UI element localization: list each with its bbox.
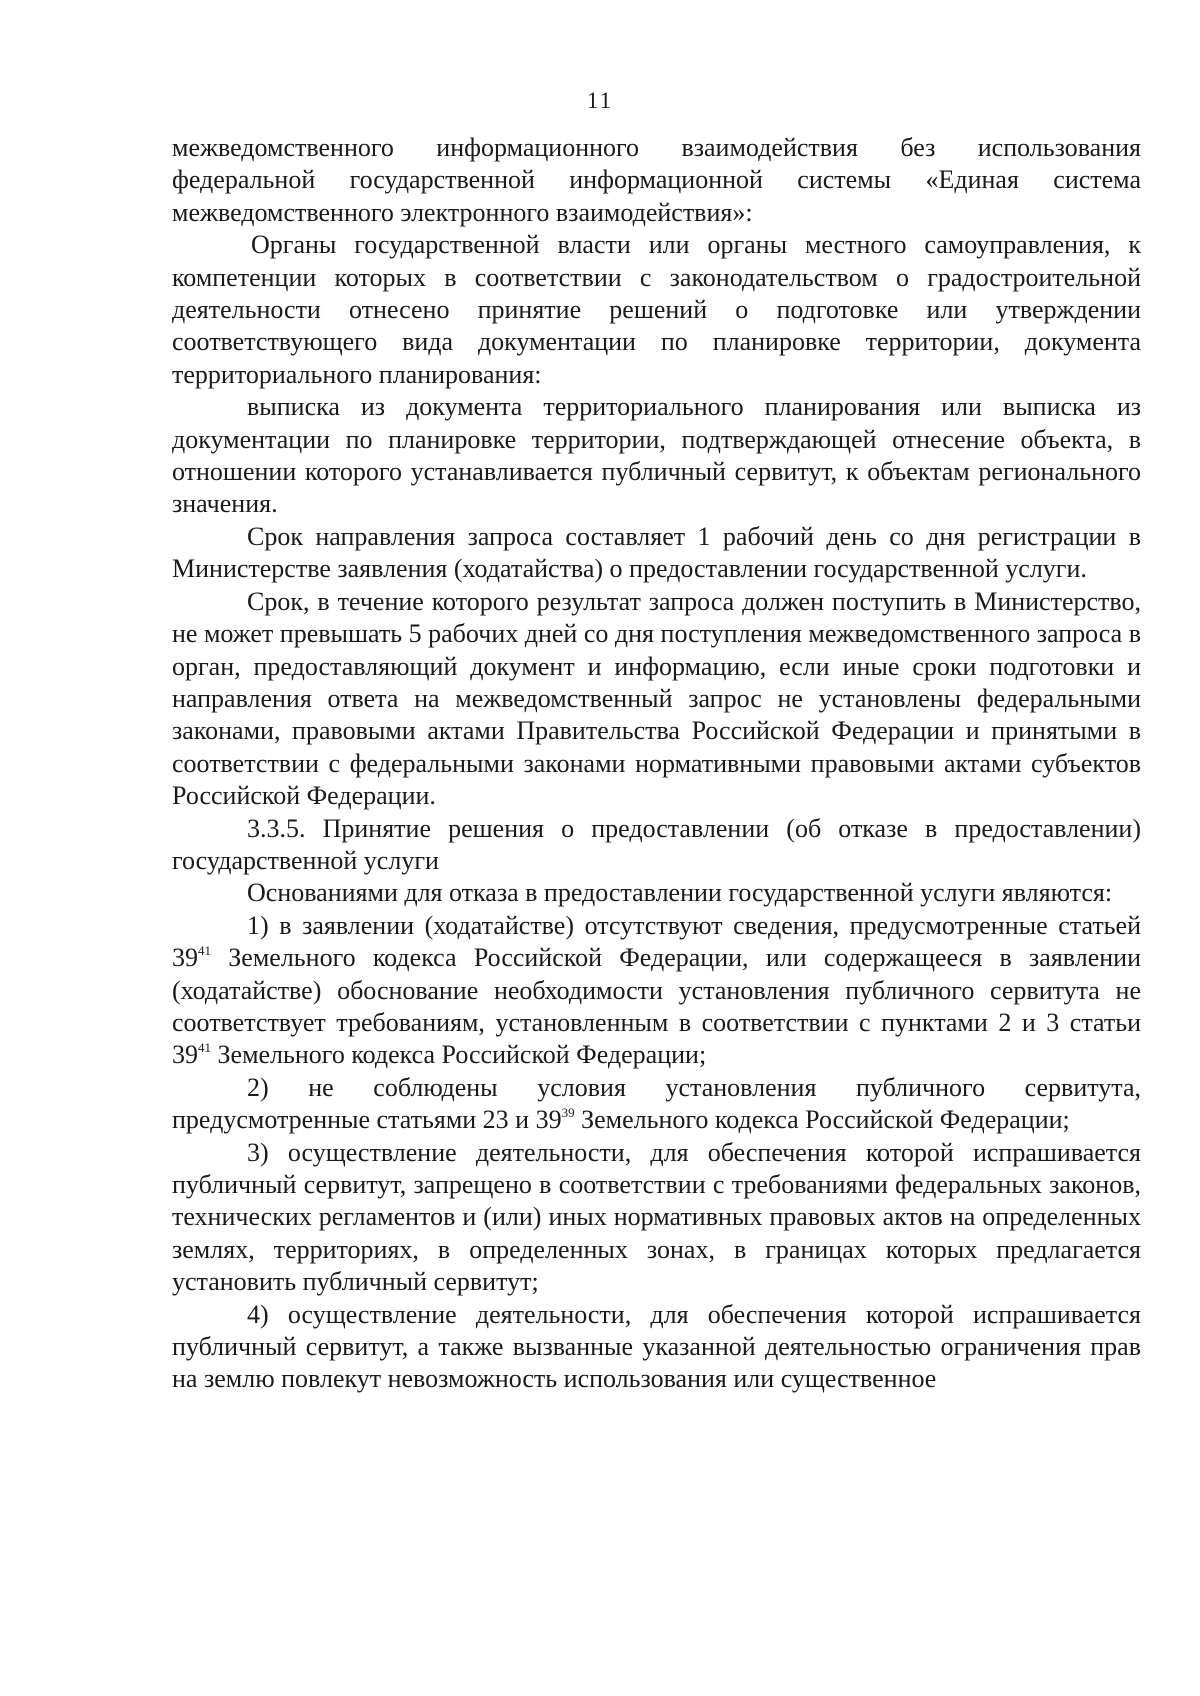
paragraph-response-deadline: Срок, в течение которого результат запроса должен поступить в Министерство, не может превышать 5 рабочих дней со дня поступления межведомственного запроса в орган, предоставляющий документ и информацию, если иные сроки подготовки и направления ответа на межведомственный запрос не установлены федеральными законами, правовыми актами Правительства Российской Федерации и принятыми в соответствии с федеральными законами нормативными правовыми актами субъектов Российской Федерации.	[172, 586, 1141, 811]
list-item-ground-3: 3) осуществление деятельности, для обеспечения которой испрашивается публичный сервитут, запрещено в соответствии с требованиями федеральных законов, технических регламентов и (или) иных нормативных правовых актов на определенных землях, территориях, в определенных зонах, в границах которых предлагается установить публичный сервитут;	[172, 1137, 1141, 1297]
paragraph-interagency-continuation: межведомственного информационного взаимодействия без использования федеральной государственной информационной системы «Единая система межведомственного электронного взаимодействия»:	[172, 133, 1141, 227]
ground-2-text-a: 2) не соблюдены условия установления публичного сервитута, предусмотренные статьями 23 и 39	[172, 1072, 1141, 1135]
document-body	[172, 132, 1141, 1396]
ground-1-superscript-b: 41	[198, 1039, 211, 1055]
list-item-ground-2	[172, 1072, 1141, 1137]
ground-1-text-c: Земельного кодекса Российской Федерации;	[211, 1040, 707, 1070]
paragraph-territorial-extract: выписка из документа территориального планирования или выписка из документации по планировке территории, подтверждающей отнесение объекта, в отношении которого устанавливается публичный сервитут, к объектам регионального значения.	[172, 392, 1141, 519]
page-number: 11	[586, 88, 614, 113]
list-item-ground-4: 4) осуществление деятельности, для обеспечения которой испрашивается публичный сервитут, а также вызванные указанной деятельностью ограничения прав на землю повлекут невозможность использования или существенное	[172, 1299, 1141, 1394]
ground-1-text-b: Земельного кодекса Российской Федерации, или содержащееся в заявлении (ходатайстве) обоснование необходимости установления публичного сервитута не соответствует требованиям, установленным в соответствии с пунктами 2 и 3 статьи 39	[172, 943, 1141, 1070]
list-item-ground-1	[172, 910, 1141, 1072]
paragraph-authorities: Органы государственной власти или органы местного самоуправления, к компетенции которых в соответствии с законодательством о градостроительной деятельности отнесено принятие решений о подготовке или утверждении соответствующего вида документации по планировке территории, документа территориального планирования:	[172, 230, 1141, 389]
ground-2-superscript: 39	[561, 1104, 575, 1120]
section-heading-3-3-5: 3.3.5. Принятие решения о предоставлении (об отказе в предоставлении) государственной услуги	[172, 813, 1141, 875]
paragraph-refusal-grounds: Основаниями для отказа в предоставлении государственной услуги являются:	[247, 878, 1113, 908]
ground-1-text-a: 1) в заявлении (ходатайстве) отсутствуют сведения, предусмотренные статьей 39	[172, 910, 1141, 973]
ground-1-superscript-a: 41	[198, 942, 211, 958]
paragraph-request-deadline: Срок направления запроса составляет 1 рабочий день со дня регистрации в Министерстве заявления (ходатайства) о предоставлении государственной услуги.	[172, 521, 1141, 584]
ground-2-text-b: Земельного кодекса Российской Федерации;	[574, 1105, 1070, 1135]
